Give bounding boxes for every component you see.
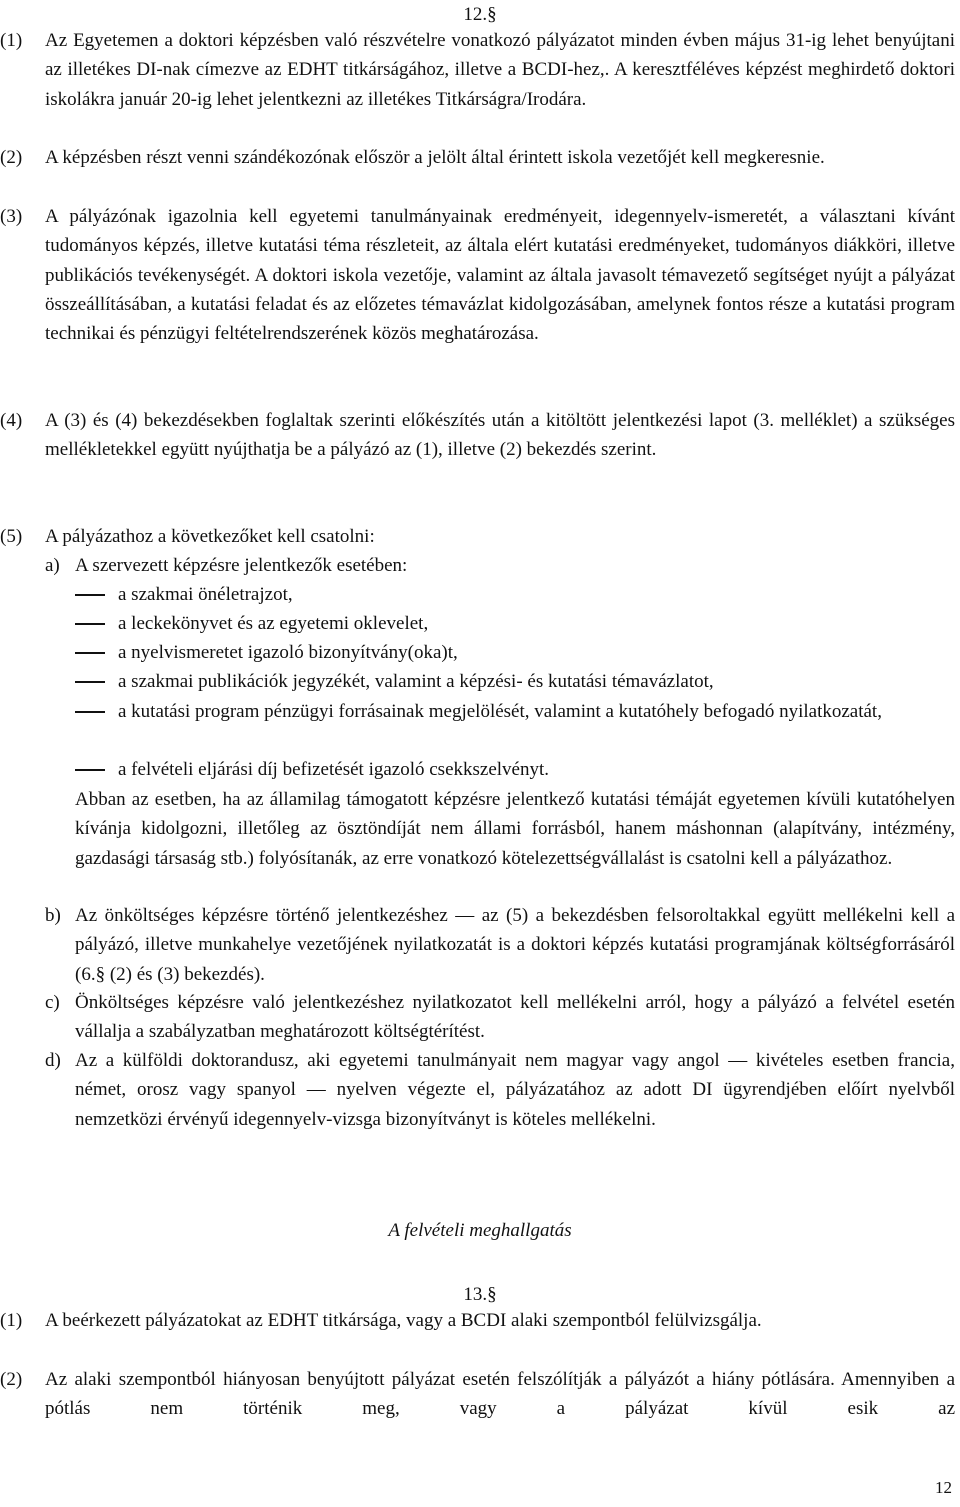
item-letter-d: d) [45, 1050, 61, 1071]
item-letter-c: c) [45, 992, 60, 1013]
section-heading-12: 12.§ [463, 4, 497, 25]
dash-bullet [75, 594, 105, 596]
section-heading-13: 13.§ [463, 1284, 497, 1305]
paragraph-number: (4) [0, 410, 23, 431]
list-item-text: a szakmai publikációk jegyzékét, valamint a képzési- és kutatási témavázlatot, [118, 671, 714, 692]
paragraph-number: (3) [0, 206, 23, 227]
paragraph-text: Az alaki szempontból hiányosan benyújtott pályázat esetén felszólítják a pályázót a hiány pótlására. Amennyiben a pótlás nem történik meg, vagy a pályázat kívül esik az [45, 1369, 955, 1420]
paragraph-text: A beérkezett pályázatokat az EDHT titkársága, vagy a BCDI alaki szempontból felülvizsgálja. [45, 1310, 762, 1331]
dash-bullet [75, 681, 105, 683]
list-item-text: a felvételi eljárási díj befizetését igazoló csekkszelvényt. [118, 759, 549, 780]
item-letter-a: a) [45, 555, 60, 576]
paragraph-text: A pályázathoz a következőket kell csatolni: [45, 526, 375, 547]
paragraph-text: A (3) és (4) bekezdésekben foglaltak szerinti előkészítés után a kitöltött jelentkezési lapot (3. melléklet) a szükséges mellékletekkel együtt nyújthatja be a pályázó az (1), illetve (2) bekezdés szerint. [45, 410, 955, 461]
item-a-note: Abban az esetben, ha az államilag támogatott képzésre jelentkező kutatási témáját egyetemen kívüli kutatóhelyen kívánja kidolgozni, illetőleg az ösztöndíját nem állami forrásból, hanem máshonnan (alapítvány, intézmény, gazdasági társaság stb.) folyósítanák, az erre vonatkozó kötelezettségvállalást is csatolni kell a pályázathoz. [75, 789, 955, 869]
list-item-text: a nyelvismeretet igazoló bizonyítvány(oka)t, [118, 642, 458, 663]
paragraph-text: A képzésben részt venni szándékozónak először a jelölt által érintett iskola vezetőjét kell megkeresnie. [45, 147, 825, 168]
paragraph-number: (1) [0, 1310, 23, 1331]
page-number: 12 [935, 1478, 952, 1497]
paragraph-number: (5) [0, 526, 23, 547]
paragraph-number: (1) [0, 30, 23, 51]
paragraph-number: (2) [0, 1369, 23, 1390]
dash-bullet [75, 652, 105, 654]
dash-bullet [75, 623, 105, 625]
item-b-text: Az önköltséges képzésre történő jelentkezéshez — az (5) a bekezdésben felsoroltakkal együtt mellékelni kell a pályázó, illetve munkahelye vezetőjének nyilatkozatát is a doktori képzés kutatási programjának költségforrásáról (6.§ (2) és (3) bekezdés). [75, 905, 955, 985]
item-a-text: A szervezett képzésre jelentkezők esetében: [75, 555, 408, 576]
paragraph-text: Az Egyetemen a doktori képzésben való részvételre vonatkozó pályázatot minden évben május 31-ig lehet benyújtani az illetékes DI-nak címezve az EDHT titkárságához, illetve a BCDI-hez,. A keresztféléves képzést meghirdető doktori iskolákra január 20-ig lehet jelentkezni az illetékes Titkárságra/Irodára. [45, 30, 955, 110]
list-item-text: a kutatási program pénzügyi forrásainak megjelölését, valamint a kutatóhely befogadó nyilatkozatát, [118, 701, 882, 722]
section-title: A felvételi meghallgatás [388, 1220, 572, 1241]
list-item-text: a szakmai önéletrajzot, [118, 584, 293, 605]
list-item-text: a leckekönyvet és az egyetemi oklevelet, [118, 613, 429, 634]
paragraph-text: A pályázónak igazolnia kell egyetemi tanulmányainak eredményeit, idegennyelv-ismeretét, a választani kívánt tudományos képzés, illetve kutatási téma részleteit, az általa elért kutatási eredményeket, tudományos diákköri, illetve publikációs tevékenységét. A doktori iskola vezetője, valamint az általa javasolt témavezető segítséget nyújt a pályázat összeállításában, a kutatási feladat és az előzetes témavázlat kidolgozásában, amelynek fontos része a kutatási program technikai és pénzügyi feltételrendszerének közös meghatározása. [45, 206, 955, 345]
item-d-text: Az a külföldi doktorandusz, aki egyetemi tanulmányait nem magyar vagy angol — kivételes esetben francia, német, orosz vagy spanyol — nyelven végezte el, pályázatához az adott DI ügyrendjében előírt nyelvből nemzetközi érvényű idegennyelv-vizsga bizonyítványt is köteles mellékelni. [75, 1050, 955, 1130]
dash-bullet [75, 711, 105, 713]
item-c-text: Önköltséges képzésre való jelentkezéshez nyilatkozatot kell mellékelni arról, hogy a pályázó a felvétel esetén vállalja a szabályzatban meghatározott költségtérítést. [75, 992, 955, 1043]
paragraph-number: (2) [0, 147, 23, 168]
item-letter-b: b) [45, 905, 61, 926]
dash-bullet [75, 769, 105, 771]
